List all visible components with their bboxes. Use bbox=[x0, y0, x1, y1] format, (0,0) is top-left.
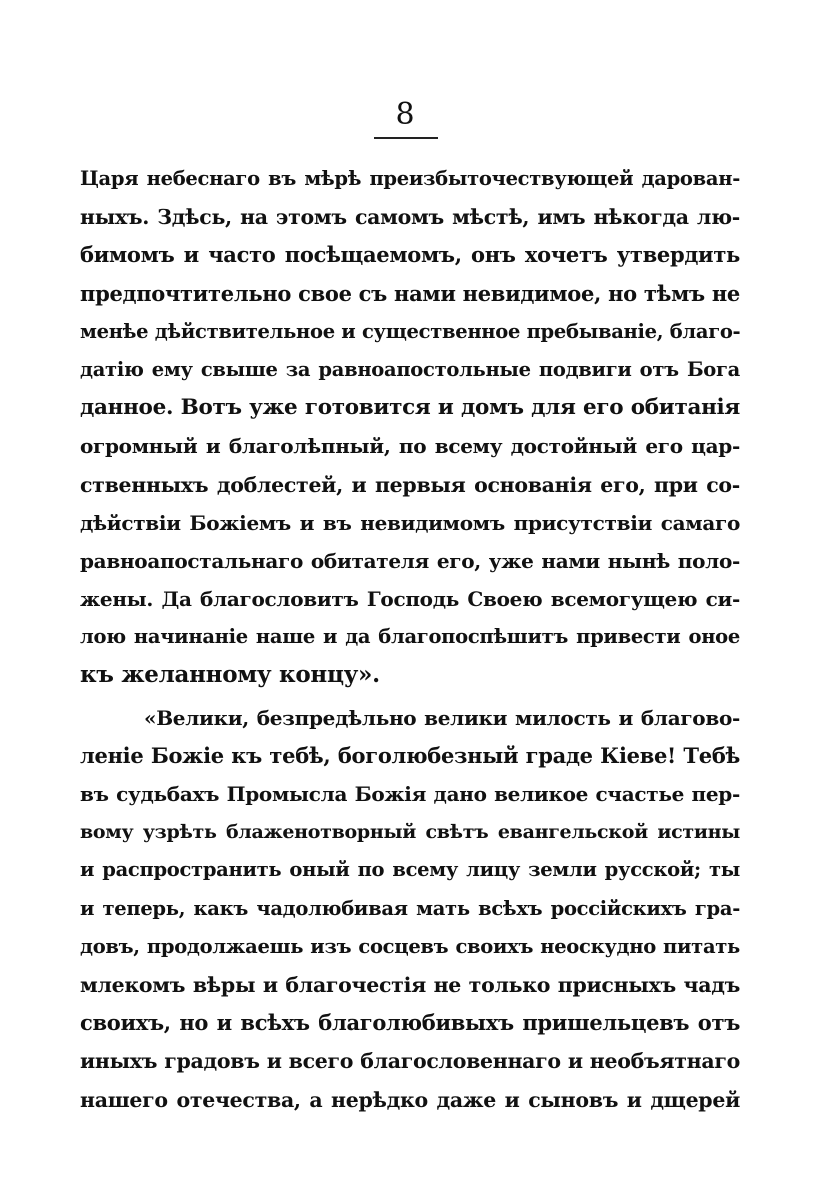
text-line: довъ, продолжаешь изъ сосцевъ своихъ неоскудно питать bbox=[80, 934, 740, 958]
text-line: ныхъ. Здѣсь, на этомъ самомъ мѣстѣ, имъ нѣкогда лю- bbox=[80, 205, 740, 230]
text-line: млекомъ вѣры и благочестія не только присныхъ чадъ bbox=[80, 972, 740, 997]
text-line: данное. Вотъ уже готовится и домъ для его обитанія bbox=[80, 395, 740, 421]
paragraph-2 bbox=[80, 699, 740, 1119]
text-line: «Велики, безпредѣльно велики милость и благово- bbox=[144, 705, 740, 730]
text-line: лою начинаніе наше и да благопоспѣшитъ привести оное bbox=[80, 625, 740, 649]
paragraph-1 bbox=[80, 160, 740, 695]
text-line: жены. Да благословитъ Господь Своею всемогущею си- bbox=[80, 587, 740, 612]
page-number: 8 bbox=[395, 97, 415, 132]
text-line: предпочтительно свое съ нами невидимое, но тѣмъ не bbox=[80, 280, 740, 306]
text-line: леніе Божіе къ тебѣ, боголюбезный граде Кіеве! Тебѣ bbox=[80, 742, 740, 768]
text-line: и теперь, какъ чадолюбивая мать всѣхъ россійскихъ гра- bbox=[80, 896, 740, 920]
text-line: иныхъ градовъ и всего благословеннаго и необъятнаго bbox=[80, 1049, 740, 1074]
text-line: менѣе дѣйствительное и существенное пребываніе, благо- bbox=[80, 319, 740, 343]
text-line: и распространить оный по всему лицу земли русской; ты bbox=[80, 858, 740, 882]
page-number-rule bbox=[374, 137, 438, 139]
text-line: ственныхъ доблестей, и первыя основанія его, при со- bbox=[80, 472, 740, 497]
text-line: бимомъ и часто посѣщаемомъ, онъ хочетъ утвердить bbox=[80, 242, 740, 268]
text-line: датію ему свыше за равноапостольные подвиги отъ Бога bbox=[80, 357, 740, 381]
text-line: къ желанному концу». bbox=[80, 661, 380, 689]
text-line: дѣйствіи Божіемъ и въ невидимомъ присутствіи самаго bbox=[80, 510, 740, 535]
text-line: равноапостальнаго обитателя его, уже нами нынѣ поло- bbox=[80, 548, 740, 573]
text-line: въ судьбахъ Промысла Божія дано великое счастье пер- bbox=[80, 782, 740, 806]
body-text bbox=[80, 160, 740, 1119]
text-line: Царя небеснаго въ мѣрѣ преизбыточествующей дарован- bbox=[80, 167, 740, 190]
text-line: вому узрѣть блаженотворный свѣтъ евангельской истины bbox=[80, 821, 740, 844]
text-line: огромный и благолѣпный, по всему достойный его цар- bbox=[80, 434, 740, 459]
text-line: нашего отечества, а нерѣдко даже и сыновъ и дщерей bbox=[80, 1087, 740, 1112]
text-line: своихъ, но и всѣхъ благолюбивыхъ пришельцевъ отъ bbox=[80, 1010, 740, 1036]
